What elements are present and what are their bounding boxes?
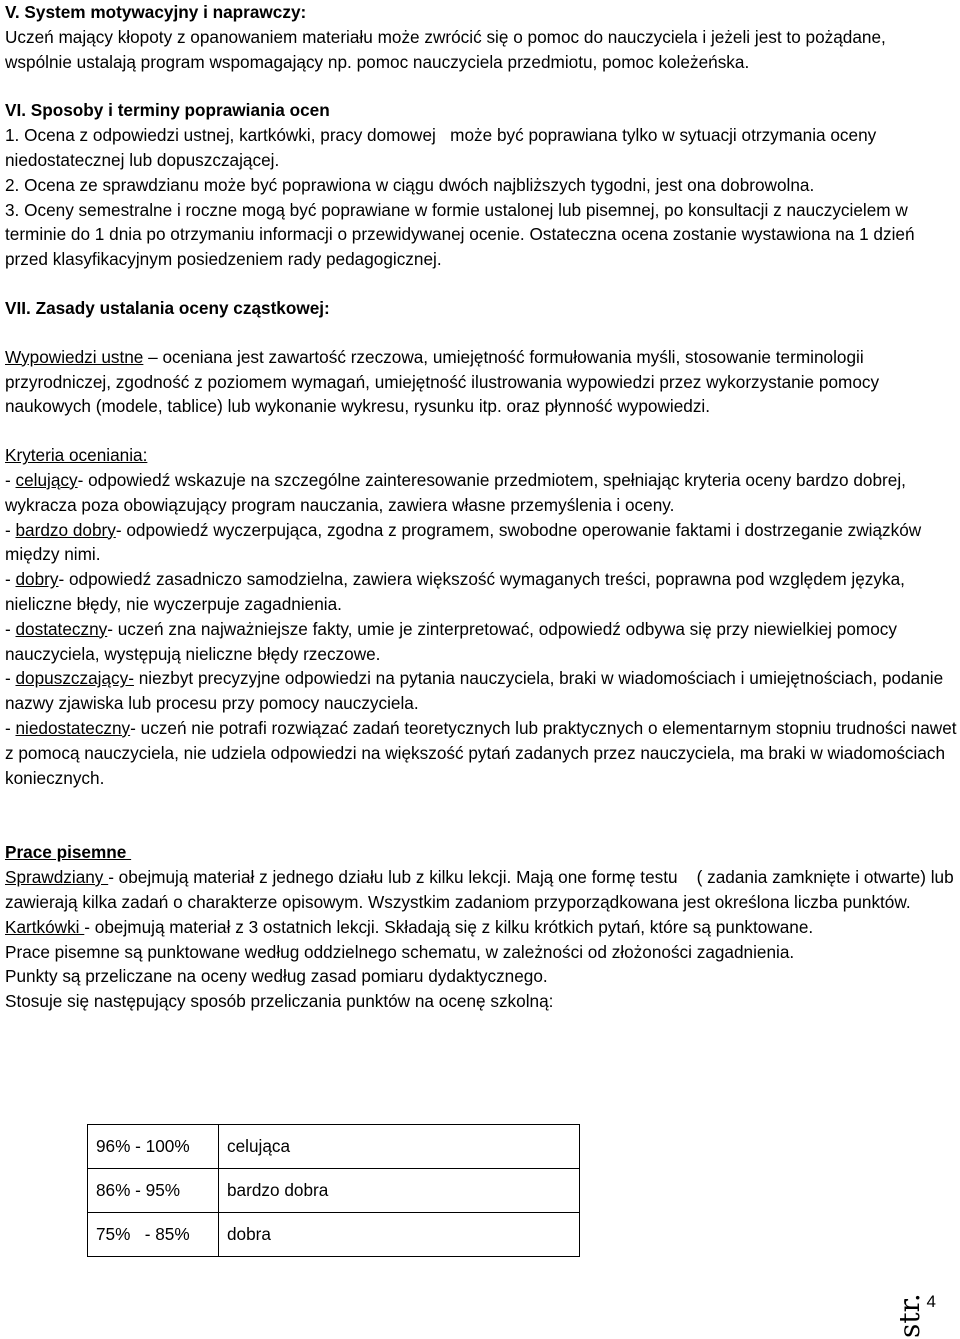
table-row [88,1125,580,1169]
tests-text: - obejmują materiał z jednego działu lub z kilku lekcji. Mają one formę testu ( zadania zamknięte i otwarte) lub zawierają kilka zadań o charakterze opisowym. Wszystkim zadaniom przyporządkowana jest określona liczba punktów. [5,867,959,912]
criterion-text: - odpowiedź zasadniczo samodzielna, zawiera większość wymaganych treści, poprawna pod względem języka, nieliczne błędy, nie wyczerpuje zagadnienia. [5,569,905,614]
criterion-dopuszczajacy: - dopuszczający- niezbyt precyzyjne odpowiedzi na pytania nauczyciela, braki w wiadomościach i umiejętnościach, podanie nazwy zjawiska lub procesu przy pomocy nauczyciela. [5,668,944,714]
criterion-label: celujący [15,469,78,490]
criterion-label: dopuszczający- [15,668,134,689]
criterion-text: - odpowiedź wskazuje na szczególne zainteresowanie przedmiotem, spełniając kryteria oceny bardzo dobrej, wykracza poza obowiązujący program nauczania, zawiera własne przemyślenia i oceny. [5,469,906,515]
criterion-label: dostateczny [15,618,108,639]
oral-answers-text: – oceniana jest zawartość rzeczowa, umiejętność formułowania myśli, stosowanie terminologii przyrodniczej, zgodność z poziomem wymagań, umiejętność ilustrowania wypowiedzi przez wykorzystanie pomocy naukowych (modele, tablice) lub wykonanie wykresu, rysunku itp. oraz płynność wypowiedzi. [5,346,880,417]
method-paragraph: Stosuje się następujący sposób przeliczania punktów na ocenę szkolną: [5,991,554,1012]
criterion-dostateczny: - dostateczny- uczeń zna najważniejsze fakty, umie je zinterpretować, odpowiedź odbywa się przy niewielkiej pomocy nauczyciela, występują nieliczne błędy rzeczowe. [5,618,897,664]
grade-conversion-table [87,1124,580,1257]
grade-cell: dobra [219,1213,580,1257]
conversion-paragraph: Punkty są przeliczane na oceny według zasad pomiaru dydaktycznego. [5,966,548,987]
section-v-text: Uczeń mający kłopoty z opanowaniem materiału może zwrócić się o pomoc do nauczyciela i jeżeli jest to pożądane, wspólnie ustalają program wspomagający np. pomoc nauczyciela przedmiotu, pomoc koleżeńska. [5,26,886,72]
section-vi-item-2: 2. Ocena ze sprawdzianu może być poprawiona w ciągu dwóch najbliższych tygodni, jest ona dobrowolna. [5,174,815,195]
criterion-text: - uczeń zna najważniejsze fakty, umie je zinterpretować, odpowiedź odbywa się przy niewielkiej pomocy nauczyciela, występują nieliczne błędy rzeczowe. [5,618,897,664]
table-row [88,1213,580,1257]
criterion-label: niedostateczny [15,717,131,738]
grade-cell: celująca [219,1125,580,1169]
quizzes-text: - obejmują materiał z 3 ostatnich lekcji. Składają się z kilku krótkich pytań, które są punktowane. [84,916,814,937]
section-vii-heading: VII. Zasady ustalania oceny cząstkowej: [5,297,330,318]
document-page [5,0,957,1014]
criterion-text: - uczeń nie potrafi rozwiązać zadań teoretycznych lub praktycznych o elementarnym stopniu trudności nawet z pomocą nauczyciela, nie udziela odpowiedzi na większość pytań zadanych przez nauczyciela, ma braki w wiadomościach koniecznych. [5,717,957,788]
page-label-text: str. [893,1293,926,1338]
tests-paragraph [5,865,957,915]
criteria-heading: Kryteria oceniania: [5,445,148,466]
criterion-text: - odpowiedź wyczerpująca, zgodna z programem, swobodne operowanie faktami i dostrzeganie związków między nimi. [5,519,922,565]
grade-cell: bardzo dobra [219,1169,580,1213]
page-number: 4 [926,1292,936,1311]
written-works-heading: Prace pisemne [5,842,132,863]
section-vi-item-3: 3. Oceny semestralne i roczne mogą być poprawiane w formie ustalonej lub pisemnej, po konsultacji z nauczycielem w terminie do 1 dnia po otrzymaniu informacji o przewidywanej ocenie. Ostateczna ocena zostanie wystawiona na 1 dzień przed klasyfikacyjnym posiedzeniem rady pedagogicznej. [5,199,915,270]
criterion-niedostateczny: - niedostateczny- uczeń nie potrafi rozwiązać zadań teoretycznych lub praktycznych o elementarnym stopniu trudności nawet z pomocą nauczyciela, nie udziela odpowiedzi na większość pytań zadanych przez nauczyciela, ma braki w wiadomościach koniecznych. [5,717,957,788]
criterion-celujacy: - celujący- odpowiedź wskazuje na szczególne zainteresowanie przedmiotem, spełniając kryteria oceny bardzo dobrej, wykracza poza obowiązujący program nauczania, zawiera własne przemyślenia i oceny. [5,469,906,515]
section-v-heading: V. System motywacyjny i naprawczy: [5,2,307,22]
percent-range-cell: 96% - 100% [88,1125,219,1169]
oral-answers-label: Wypowiedzi ustne [5,346,144,367]
tests-label: Sprawdziany [5,867,109,888]
criterion-text: niezbyt precyzyjne odpowiedzi na pytania nauczyciela, braki w wiadomościach i umiejętnościach, podanie nazwy zjawiska lub procesu przy pomocy nauczyciela. [5,668,944,714]
quizzes-paragraph [5,915,957,940]
criterion-label: bardzo dobry [15,519,116,540]
table-row [88,1169,580,1213]
quizzes-label: Kartkówki [5,916,85,937]
oral-answers-paragraph [5,345,957,419]
criterion-dobry: - dobry- odpowiedź zasadniczo samodzielna, zawiera większość wymaganych treści, poprawna pod względem języka, nieliczne błędy, nie wyczerpuje zagadnienia. [5,569,905,614]
percent-range-cell: 75% - 85% [88,1213,219,1257]
section-vi-item-1: 1. Ocena z odpowiedzi ustnej, kartkówki, pracy domowej może być poprawiana tylko w sytuacji otrzymania oceny niedostatecznej lub dopuszczającej. [5,125,882,170]
criterion-label: dobry [15,569,59,590]
percent-range-cell: 86% - 95% [88,1169,219,1213]
criterion-bardzo-dobry: - bardzo dobry- odpowiedź wyczerpująca, zgodna z programem, swobodne operowanie faktami i dostrzeganie związków między nimi. [5,519,922,565]
scoring-paragraph: Prace pisemne są punktowane według oddzielnego schematu, w zależności od złożoności zagadnienia. [5,941,795,962]
section-vi-heading: VI. Sposoby i terminy poprawiania ocen [5,100,330,121]
